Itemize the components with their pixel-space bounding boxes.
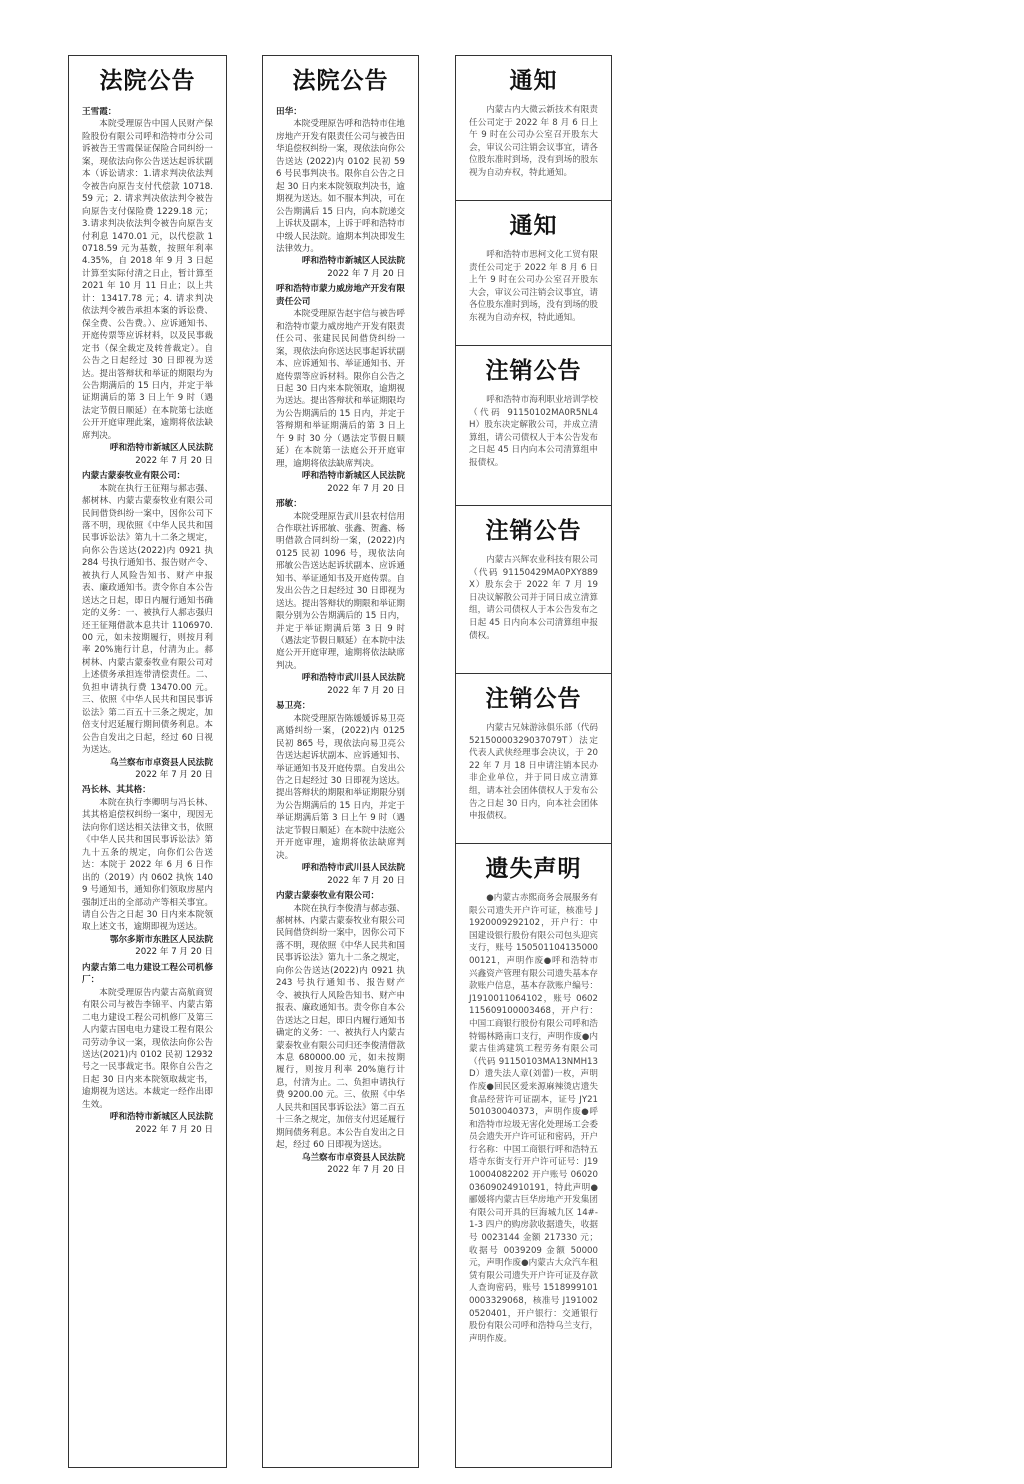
court-notice-column-1 xyxy=(68,55,227,1468)
cancellation-title: 注销公告 xyxy=(485,686,582,712)
notice-addressee: 邢敏： xyxy=(276,499,302,510)
announcement-column xyxy=(455,55,612,1468)
cancellation-title: 注销公告 xyxy=(485,518,582,544)
notice-addressee: 易卫亮： xyxy=(276,701,311,712)
notice-date: 2022 年 7 月 20 日 xyxy=(135,455,213,466)
notice-body: 内蒙古内大微云新技术有限责任公司定于 2022 年 8 月 6 日上午 9 时在公司办公室召开股东大会，审议公司注销会议事宜，请各位股东准时到场，没有到场的股东视为自动弃权，特此通知。 xyxy=(469,105,598,178)
notice-signature: 呼和浩特市武川县人民法院 xyxy=(301,673,405,684)
notice-list xyxy=(69,106,226,1136)
cancellation-box xyxy=(456,506,611,674)
notice-addressee: 内蒙古蒙泰牧业有限公司： xyxy=(276,891,380,902)
notice-date: 2022 年 7 月 20 日 xyxy=(327,483,405,494)
cancellation-box xyxy=(456,346,611,506)
notice-box xyxy=(456,56,611,201)
lost-statement-box xyxy=(456,844,611,1345)
column-title: 法院公告 xyxy=(292,68,389,94)
notice-body: 本院在执行李卿明与冯长林、其其格追偿权纠纷一案中，现因无法向你们送达相关法律文书，依照《中华人民共和国民事诉讼法》第九十五条的规定，向你们公告送达：本院于 2022 年 6 月 6 日作出的（2019）内 0602 执恢 1409 号通知书，通知你们领取房屋内强制迁出的全部动产等相关事宜。请自公告之日起 30 日内来本院领取上述文书，逾期即视为送达。 xyxy=(82,797,213,933)
lost-statement-body: ●内蒙古赤熙商务会展服务有限公司遗失开户许可证，核准号 J1920009292102，开户行：中国建设银行股份有限公司包头迎宾支行，账号 15050110413500000121，声明作废●呼和浩特市兴鑫资产管理有限公司遗失基本存款账户信息，基本存款账户编号：J1910011064102，账号 0602115609100003468，开户行：中国工商银行股份有限公司呼和浩特锡林路南口支行，声明作废●内蒙古佳鸿建筑工程劳务有限公司（代码 91150103MA13NMH13D）遗失法人章(刘蕾)一枚，声明作废●回民区爱来源麻辣烫店遗失食品经营许可证副本，证号 JY21501030040373，声明作废●呼和浩特市垃圾无害化处理场工会委员会遗失开户许可证和密码，开户行名称：中国工商银行呼和浩特五塔寺东街支行开户许可证号：J1910004082202 开户账号 0602003609024910191，特此声明●郦媛将内蒙古巨华房地产开发集团有限公司开具的巨海城九区 14#-1-3 四户的购房款收据遗失，收据号 0023144 金额 217330 元；收据号 0039209 金额 50000 元，声明作废●内蒙古大众汽车租赁有限公司遗失开户许可证及存款人查询密码，账号 15189991010003329068，核准号 J1910020520401，开户银行：交通银行股份有限公司呼和浩特乌兰支行，声明作废。 xyxy=(469,893,598,1344)
notice-date: 2022 年 7 月 20 日 xyxy=(327,875,405,886)
notice-signature: 乌兰察布市卓资县人民法院 xyxy=(301,1152,405,1163)
column-title: 法院公告 xyxy=(99,68,196,94)
notice-date: 2022 年 7 月 20 日 xyxy=(327,685,405,696)
notice-addressee: 田华： xyxy=(276,107,302,117)
cancellation-box xyxy=(456,674,611,844)
notice-body: 本院在执行李俊清与郝志强、郝树林、内蒙古蒙泰牧业有限公司民间借贷纠纷一案中，因你公司下落不明，现依照《中华人民共和国民事诉讼法》第九十二条之规定，向你公告送达(2022)内 0921 执 243 号执行通知书、报告财产令、被执行人风险告知书、财产申报表、廉政通知书。责令你自本公告送达之日起，即日内履行通知书确定的义务：一、被执行人内蒙古蒙泰牧业有限公司归还李俊清借款本息 680000.00 元，如未按期履行，则按月利率 20%施行计息，付清为止。二、负担申请执行费 9200.00 元。三、依照《中华人民共和国民事诉讼法》第二百五十三条之规定，加倍支付迟延履行期间债务利息。本公告自发出之日起，经过 60 日即视为送达。 xyxy=(276,903,405,1151)
notice-date: 2022 年 7 月 20 日 xyxy=(327,1165,405,1176)
notice-date: 2022 年 7 月 20 日 xyxy=(135,770,213,781)
notice-addressee: 内蒙古蒙泰牧业有限公司： xyxy=(82,471,186,482)
notice-body: 本院受理原告中国人民财产保险股份有限公司呼和浩特市分公司诉被告王雪霞保证保险合同纠纷一案，现依法向你公告送达起诉状副本（诉讼请求：1.请求判决依法判令被告向原告支付代偿款 10718.59 元；2. 请求判决依法判令被告向原告支付保险费 1229.18 元；3.请求判决依法判令被告向原告支付利息 1470.01 元，以代偿款 10718.59 元为基数，按照年利率 4.35%，自 2018 年 9 月 3 日起计算至实际付清之日止，暂计算至 2021 年 10 月 11 日止；以上共计：13417.78 元；4. 请求判决依法判令被告承担本案的诉讼费、保全费、公告费。）、应诉通知书、开庭传票等应诉材料，以及民事裁定书（保全裁定及转普裁定）。自公告之日起经过 30 日即视为送达。提出答辩状和举证的期限均为公告期满后的 15 日内，并定于举证期满后的第 3 日上午 9 时（遇法定节假日顺延）在本院第七法庭公开开庭审理此案，逾期将依法缺席判决。 xyxy=(82,119,213,441)
notice-body: 本院受理原告呼和浩特市住地房地产开发有限责任公司与被告田华追偿权纠纷一案，现依法向你公告送达 (2022)内 0102 民初 596 号民事判决书。限你自公告之日起 30 日内来本院领取判决书，逾期视为送达。如不服本判决，可在公告期满后 15 日内，向本院递交上诉状及副本，上诉于呼和浩特市中级人民法院。逾期本判决即发生法律效力。 xyxy=(276,119,405,254)
notice-signature: 呼和浩特市武川县人民法院 xyxy=(301,863,405,874)
notice-body: 本院受理原告陈媛媛诉易卫亮离婚纠纷一案，(2022)内 0125 民初 865 号，现依法向易卫亮公告送达起诉状副本、应诉通知书、举证通知书及开庭传票。自发出公告之日起经过 30 日即视为送达。提出答辩状的期限和举证期限分别为公告期满后的 15 日内，并定于举证期满后第 3 日上午 9 时（遇法定节假日顺延）在本院中法庭公开开庭审理，逾期将依法缺席判决。 xyxy=(276,713,405,861)
notice-body: 本院受理原告赵宇信与被告呼和浩特市蒙力威房地产开发有限责任公司、张建民民间借贷纠纷一案，现依法向你送达民事起诉状副本、应诉通知书、举证通知书、开庭传票等应诉材料。限你自公告之日起 30 日内来本院领取，逾期视为送达。提出答辩状和举证期限均为公告期满后的 15 日内，并定于答辩期和举证期满后的第 3 日上午 9 时 30 分（遇法定节假日顺延）在本院第一法庭公开开庭审理，逾期将依法缺席判决。 xyxy=(276,309,405,469)
notice-signature: 呼和浩特市新城区人民法院 xyxy=(109,1112,213,1123)
notice-signature: 呼和浩特市新城区人民法院 xyxy=(109,443,213,454)
notice-date: 2022 年 7 月 20 日 xyxy=(135,947,213,958)
court-notice-column-2 xyxy=(262,55,419,1468)
notice-body: 本院受理原告武川县农村信用合作联社诉邢敏、张鑫、贺鑫、杨明借款合同纠纷一案，(2022)内 0125 民初 1096 号，现依法向邢敏公告送达起诉状副本、应诉通知书、举证通知书及开庭传票。自发出公告之日起经过 30 日即视为送达。提出答辩状的期限和举证期限分别为公告期满后的 15 日内，并定于举证期满后第 3 日 9 时（遇法定节假日顺延）在本院中法庭公开开庭审理，逾期将依法缺席判决。 xyxy=(276,511,405,671)
cancellation-body: 内蒙古兄妹游泳俱乐部（代码 52150000329037079T）法定代表人武侠经理事会决议，于 2022 年 7 月 18 日申请注销本民办非企业单位，并于同日成立清算组，请本社会团体债权人于发布公告之日起 30 日内，向本社会团体申报债权。 xyxy=(469,723,598,822)
notice-date: 2022 年 7 月 20 日 xyxy=(135,1124,213,1135)
notice-body: 呼和浩特市思柯文化工贸有限责任公司定于 2022 年 8 月 6 日上午 9 时在公司办公室召开股东大会，审议公司注销会议事宜，请各位股东准时到场，没有到场的股东视为自动弃权，特此通知。 xyxy=(469,250,598,323)
notice-title: 通知 xyxy=(509,213,558,239)
lost-statement-title: 遗失声明 xyxy=(485,856,582,882)
notice-addressee: 冯长林、其其格： xyxy=(82,785,151,796)
cancellation-title: 注销公告 xyxy=(485,358,582,384)
notice-addressee: 王雪霞： xyxy=(82,107,117,117)
notice-list xyxy=(263,106,418,1177)
notice-signature: 乌兰察布市卓资县人民法院 xyxy=(109,757,213,768)
notice-signature: 呼和浩特市新城区人民法院 xyxy=(301,471,405,482)
notice-body: 本院在执行王征翔与郝志强、郝树林、内蒙古蒙泰牧业有限公司民间借贷纠纷一案中，因你公司下落不明，现依照《中华人民共和国民事诉讼法》第九十二条之规定，向你公告送达(2022)内 0921 执 284 号执行通知书、报告财产令、被执行人风险告知书、财产申报表、廉政通知书。责令你自本公告送达之日起，即日内履行通知书确定的义务：一、被执行人郝志强归还王征翔借款本息共计 1106970.00 元，如未按期履行，则按月利率 20%施行计息，付清为止。郝树林、内蒙古蒙泰牧业有限公司对上述债务承担连带清偿责任。二、负担申请执行费 13470.00 元。三、依照《中华人民共和国民事诉讼法》第二百五十三条之规定，加倍支付迟延履行期间债务利息。本公告自发出之日起，经过 60 日视为送达。 xyxy=(82,483,213,756)
notice-date: 2022 年 7 月 20 日 xyxy=(327,268,405,279)
notice-title: 通知 xyxy=(509,68,558,94)
cancellation-body: 呼和浩特市海利职业培训学校（代码 91150102MA0R5NL4H）股东决定解散公司，并成立清算组，请公司债权人于本公告发布之日起 45 日内向本公司清算组申报债权。 xyxy=(469,395,598,468)
notice-box xyxy=(456,201,611,346)
notice-signature: 呼和浩特市新城区人民法院 xyxy=(301,256,405,267)
cancellation-body: 内蒙古兴辉农业科技有限公司（代码 91150429MA0PXY889X）股东会于 2022 年 7 月 19 日决议解散公司并于同日成立清算组，请公司债权人于本公告发布之日起 45 日内向本公司清算组申报债权。 xyxy=(469,555,598,641)
notice-addressee: 呼和浩特市蒙力威房地产开发有限责任公司 xyxy=(276,284,405,307)
notice-body: 本院受理原告内蒙古高航商贸有限公司与被告李锦平、内蒙古第二电力建设工程公司机修厂及第三人内蒙古国电电力建设工程有限公司劳动争议一案，现依法向你公告送达(2021)内 0102 民初 12932 号之一民事裁定书。限你自公告之日起 30 日内来本院领取裁定书，逾期视为送达。本裁定一经作出即生效。 xyxy=(82,987,213,1110)
notice-signature: 鄂尔多斯市东胜区人民法院 xyxy=(109,934,213,945)
notice-addressee: 内蒙古第二电力建设工程公司机修厂： xyxy=(82,962,213,986)
